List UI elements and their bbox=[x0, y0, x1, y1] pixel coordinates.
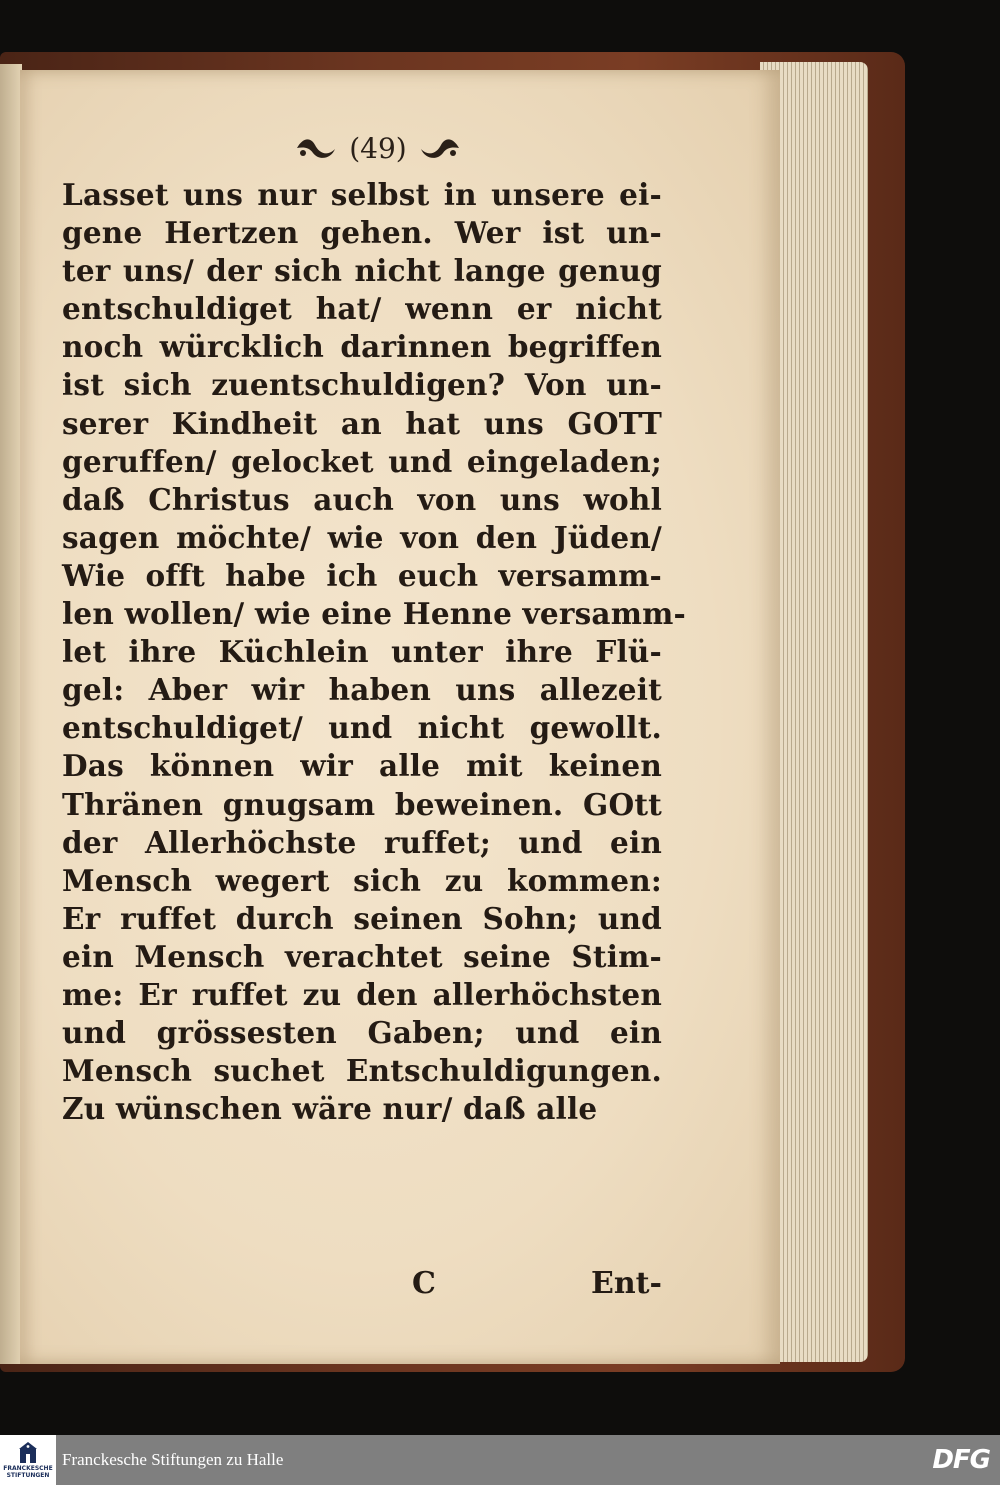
printer-ornament-right-icon bbox=[417, 135, 463, 161]
text-line: Lasset uns nur selbst in unsere ei- bbox=[62, 177, 662, 212]
institution-name[interactable]: Franckesche Stiftungen zu Halle bbox=[62, 1450, 284, 1469]
logo-text-line-2: STIFTUNGEN bbox=[6, 1472, 50, 1479]
text-line: serer Kindheit an hat uns GOTT bbox=[62, 405, 662, 441]
text-line: entschuldiget hat/ wenn er nicht bbox=[62, 291, 662, 327]
page-footer bbox=[62, 1266, 662, 1306]
text-line: len wollen/ wie eine Henne versamm- bbox=[62, 596, 686, 632]
page-body-text bbox=[62, 176, 686, 1128]
text-line: Er ruffet durch seinen Sohn; und bbox=[62, 900, 662, 936]
institution-logo[interactable] bbox=[0, 1435, 56, 1485]
franckesche-stiftungen-logo-icon bbox=[17, 1441, 39, 1465]
text-line: Mensch suchet Entschuldigungen. bbox=[62, 1053, 662, 1089]
logo-text-line-1: FRANCKESCHE bbox=[3, 1465, 53, 1472]
viewer-footer-bar bbox=[0, 1435, 1000, 1485]
catchword: Ent- bbox=[591, 1266, 662, 1301]
text-line: ter uns/ der sich nicht lange genug bbox=[62, 253, 662, 289]
page-header bbox=[268, 126, 488, 170]
dfg-logo[interactable]: DFG bbox=[932, 1445, 990, 1475]
text-line: der Allerhöchste ruffet; und ein bbox=[62, 824, 662, 860]
printer-ornament-left-icon bbox=[293, 135, 339, 161]
page-number: (49) bbox=[349, 131, 407, 165]
previous-page-edge bbox=[0, 64, 22, 1364]
text-line: sagen möchte/ wie von den Jüden/ bbox=[62, 519, 662, 555]
text-line: geruffen/ gelocket und eingeladen; bbox=[62, 443, 662, 479]
book-page bbox=[20, 70, 780, 1364]
text-line: Das können wir alle mit keinen bbox=[62, 748, 662, 784]
text-line: und grössesten Gaben; und ein bbox=[62, 1015, 662, 1051]
text-line: ein Mensch verachtet seine Stim- bbox=[62, 938, 662, 974]
text-line: let ihre Küchlein unter ihre Flü- bbox=[62, 634, 662, 670]
text-line: gene Hertzen gehen. Wer ist un- bbox=[62, 215, 662, 251]
text-line: daß Christus auch von uns wohl bbox=[62, 481, 662, 517]
text-line: entschuldiget/ und nicht gewollt. bbox=[62, 710, 662, 746]
text-line: gel: Aber wir haben uns allezeit bbox=[62, 672, 662, 708]
text-line: Thränen gnugsam beweinen. GOtt bbox=[62, 786, 662, 822]
signature-mark: C bbox=[412, 1266, 436, 1301]
text-line: ist sich zuentschuldigen? Von un- bbox=[62, 367, 662, 403]
text-line: Wie offt habe ich euch versamm- bbox=[62, 557, 662, 593]
text-line: noch würcklich darinnen begriffen bbox=[62, 329, 662, 365]
text-line: Mensch wegert sich zu kommen: bbox=[62, 862, 662, 898]
text-line: Zu wünschen wäre nur/ daß alle bbox=[62, 1091, 598, 1127]
text-line: me: Er ruffet zu den allerhöchsten bbox=[62, 976, 662, 1012]
